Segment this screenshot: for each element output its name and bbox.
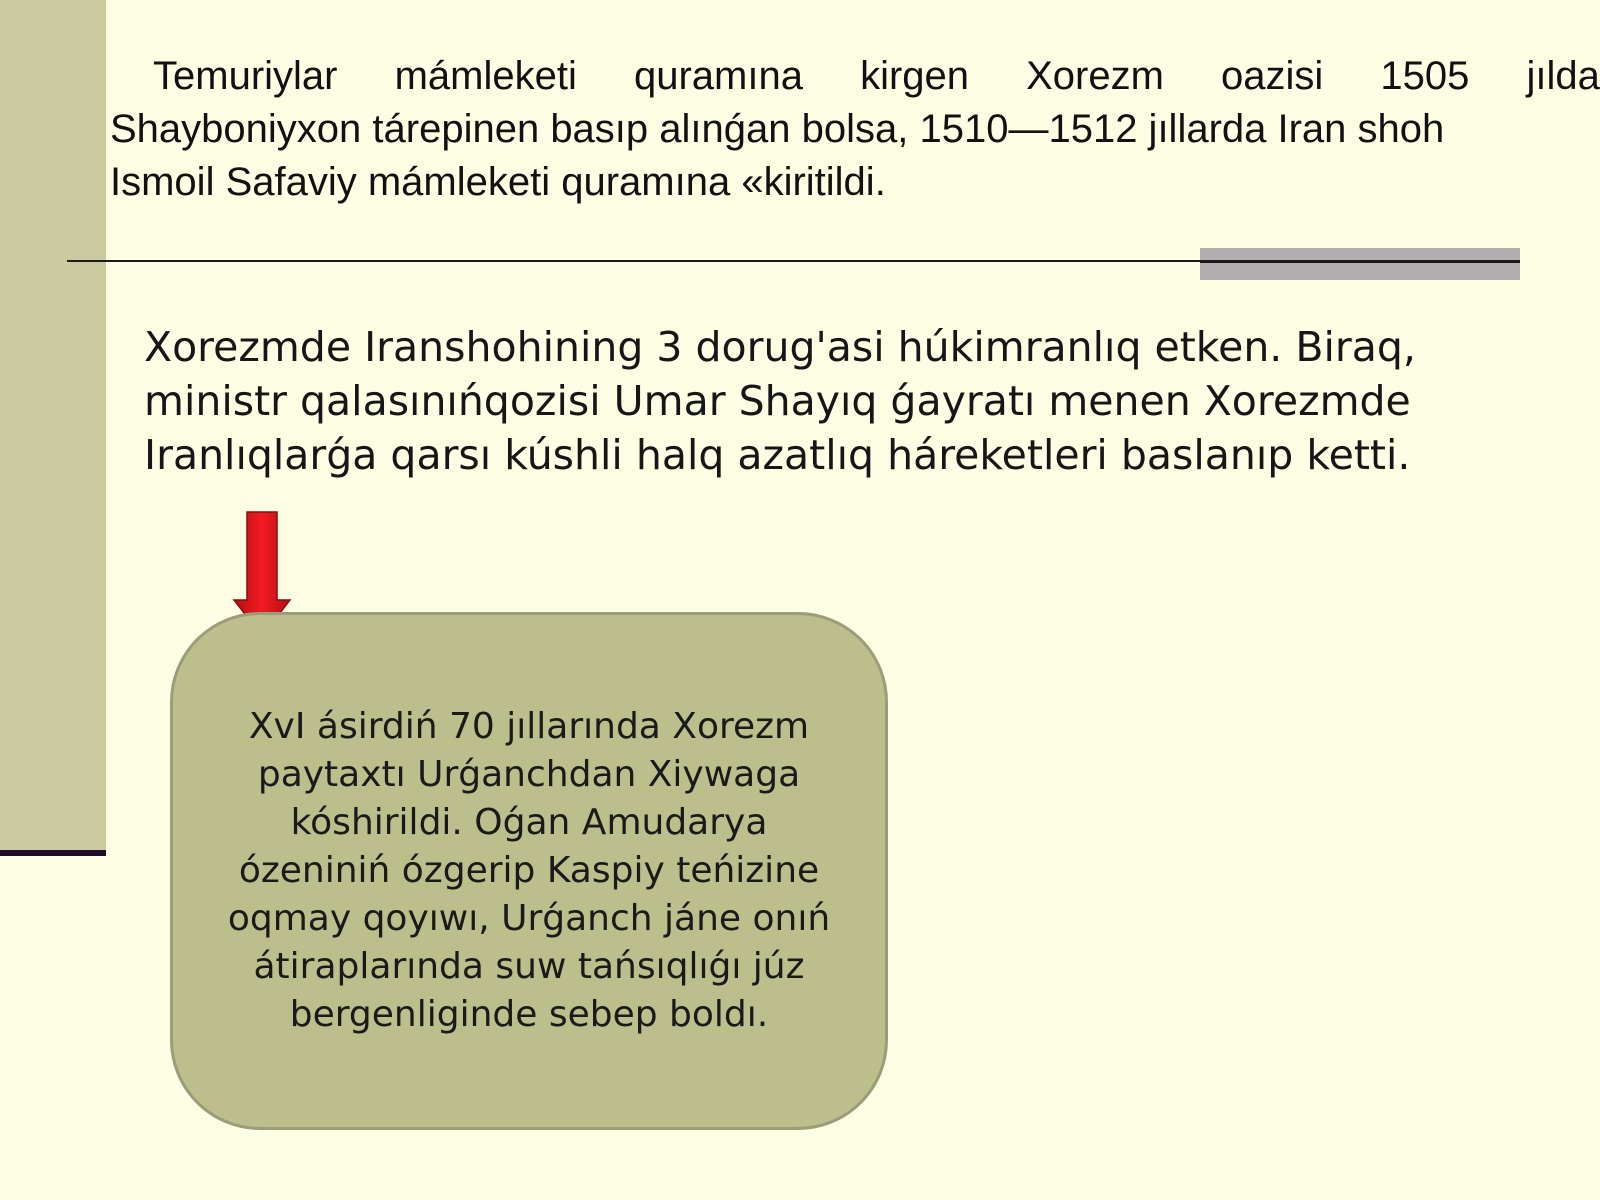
middle-paragraph-line-3: Iranlıqlarǵa qarsı kúshli halq azatlıq háreketleri baslanıp ketti. bbox=[144, 431, 1411, 479]
top-paragraph-line-2: Shayboniyxon tárepinen basıp alınǵan bolsa, 1510—1512 jıllarda Iran shoh bbox=[110, 107, 1445, 151]
top-word: quramına bbox=[633, 54, 803, 98]
callout-line: bergenliginde sebep boldı. bbox=[289, 994, 769, 1035]
left-bar-underline bbox=[0, 850, 106, 856]
left-decorative-bar bbox=[0, 0, 106, 850]
callout-line: átiraplarında suw tańsıqlıǵı júz bbox=[253, 946, 805, 987]
callout-line: oqmay qoyıwı, Urǵanch jáne onıń bbox=[227, 898, 831, 939]
callout-line: XvI ásirdiń 70 jıllarında Xorezm bbox=[248, 706, 810, 747]
top-word: 1505 bbox=[1380, 54, 1470, 98]
callout-line: kóshirildi. Oǵan Amudarya bbox=[290, 802, 768, 843]
top-word: kirgen bbox=[860, 54, 970, 98]
callout-box bbox=[170, 612, 888, 1130]
top-paragraph-line-1 bbox=[110, 50, 1600, 103]
middle-paragraph-line-2: ministr qalasınıńqozisi Umar Shayıq ǵayratı menen Xorezmde bbox=[144, 377, 1411, 425]
divider-accent-block bbox=[1200, 248, 1520, 280]
top-paragraph-line-3: Ismoil Safaviy mámleketi quramına «kiritildi. bbox=[110, 160, 886, 204]
callout-text bbox=[199, 703, 859, 1039]
top-word: oazisi bbox=[1221, 54, 1324, 98]
top-word: mámleketi bbox=[394, 54, 577, 98]
top-paragraph bbox=[110, 50, 1600, 209]
callout-line: paytaxtı Urǵanchdan Xiywaga bbox=[257, 754, 801, 795]
callout-line: ózeniniń ózgerip Kaspiy teńizine bbox=[238, 850, 820, 891]
middle-paragraph bbox=[144, 320, 1564, 482]
middle-paragraph-line-1: Xorezmde Iranshohining 3 dorug'asi húkimranlıq etken. Biraq, bbox=[144, 323, 1416, 371]
top-word: Temuriylar bbox=[153, 54, 338, 98]
divider-accent-line bbox=[1200, 260, 1520, 263]
top-word: Xorezm bbox=[1026, 54, 1164, 98]
top-word: jılda bbox=[1526, 54, 1600, 98]
